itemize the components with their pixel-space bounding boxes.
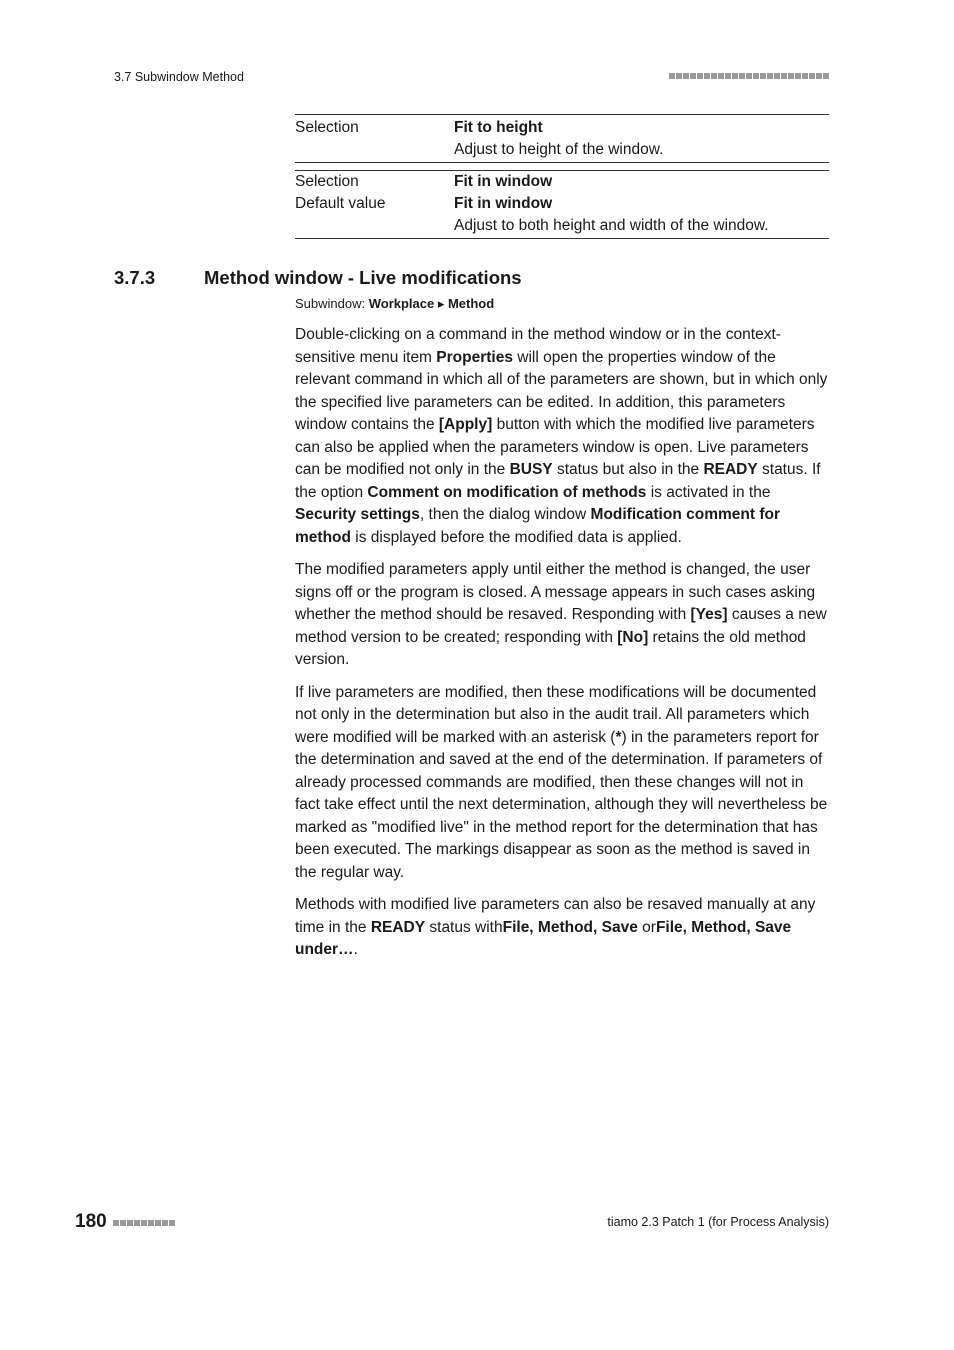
decoration-square bbox=[690, 73, 696, 79]
decoration-square bbox=[774, 73, 780, 79]
table-label-default-value: Default value bbox=[295, 195, 386, 212]
footer-decoration-dots bbox=[113, 1220, 175, 1226]
decoration-square bbox=[127, 1220, 133, 1226]
decoration-square bbox=[732, 73, 738, 79]
page-number: 180 bbox=[75, 1211, 107, 1232]
decoration-square bbox=[718, 73, 724, 79]
decoration-square bbox=[697, 73, 703, 79]
decoration-square bbox=[816, 73, 822, 79]
table-value-selection: Fit in window bbox=[454, 173, 553, 190]
decoration-square bbox=[162, 1220, 168, 1226]
subwindow-path-value: Workplace ▸ Method bbox=[368, 296, 495, 311]
decoration-square bbox=[134, 1220, 140, 1226]
decoration-square bbox=[788, 73, 794, 79]
decoration-square bbox=[683, 73, 689, 79]
decoration-square bbox=[669, 73, 675, 79]
paragraph-documentation: If live parameters are modified, then these modifications will be documented not only in the determination but also in the audit trail. All parameters which were modified will be marked with an asterisk (*) in the parameters report for the determination and saved at the end of the determination. If parameters of already processed commands are modified, then these changes will not in fact take effect until the next determination, although they will nevertheless be marked as "modified live" in the method report for the determination that has been executed. The markings disappear as soon as the method is saved in the regular way. bbox=[295, 683, 828, 881]
header-decoration-dots bbox=[669, 73, 829, 79]
table-value-default: Fit in window bbox=[454, 195, 553, 212]
paragraph-resave: The modified parameters apply until either the method is changed, the user signs off or the program is closed. A message appears in such cases asking whether the method should be resaved. Responding with [Yes] causes a new method version to be created; responding with [No] retains the old method version. bbox=[295, 561, 827, 668]
decoration-square bbox=[169, 1220, 175, 1226]
decoration-square bbox=[113, 1220, 119, 1226]
decoration-square bbox=[746, 73, 752, 79]
decoration-square bbox=[767, 73, 773, 79]
decoration-square bbox=[120, 1220, 126, 1226]
parameter-table-fit-in-window bbox=[295, 170, 829, 239]
footer-product-name: tiamo 2.3 Patch 1 (for Process Analysis) bbox=[607, 1215, 829, 1229]
section-title: Method window - Live modifications bbox=[204, 267, 522, 288]
subwindow-path: Subwindow: Workplace ▸ Method bbox=[295, 296, 495, 311]
decoration-square bbox=[676, 73, 682, 79]
decoration-square bbox=[739, 73, 745, 79]
decoration-square bbox=[809, 73, 815, 79]
decoration-square bbox=[148, 1220, 154, 1226]
decoration-square bbox=[802, 73, 808, 79]
table-label-selection: Selection bbox=[295, 173, 359, 190]
decoration-square bbox=[711, 73, 717, 79]
section-number: 3.7.3 bbox=[114, 267, 156, 288]
paragraph-live-parameters: Double-clicking on a command in the method window or in the context-sensitive menu item Properties will open the properties window of the relevant command in which all of the parameters are shown, but in which only the specified live parameters can be edited. In addition, this parameters window contains the [Apply] button with which the modified live parameters can also be applied when the parameters window is open. Live parameters can be modified not only in the BUSY status but also in the READY status. If the option Comment on modification of methods is activated in the Security settings, then the dialog window Modification comment for method is displayed before the modified data is applied. bbox=[295, 326, 828, 546]
parameter-table-fit-to-height bbox=[295, 114, 829, 163]
decoration-square bbox=[753, 73, 759, 79]
decoration-square bbox=[725, 73, 731, 79]
running-header-section: 3.7 Subwindow Method bbox=[114, 70, 244, 84]
section-body bbox=[295, 324, 829, 972]
decoration-square bbox=[141, 1220, 147, 1226]
decoration-square bbox=[704, 73, 710, 79]
table-description: Adjust to height of the window. bbox=[454, 141, 664, 158]
page-number-block bbox=[75, 1211, 175, 1233]
table-label-selection: Selection bbox=[295, 119, 359, 136]
decoration-square bbox=[760, 73, 766, 79]
decoration-square bbox=[823, 73, 829, 79]
decoration-square bbox=[781, 73, 787, 79]
table-description: Adjust to both height and width of the window. bbox=[454, 217, 769, 234]
decoration-square bbox=[155, 1220, 161, 1226]
decoration-square bbox=[795, 73, 801, 79]
paragraph-manual-save: Methods with modified live parameters can also be resaved manually at any time in the READY status withFile, Method, Save orFile, Method, Save under…. bbox=[295, 896, 816, 958]
table-value-fit-to-height: Fit to height bbox=[454, 119, 543, 136]
